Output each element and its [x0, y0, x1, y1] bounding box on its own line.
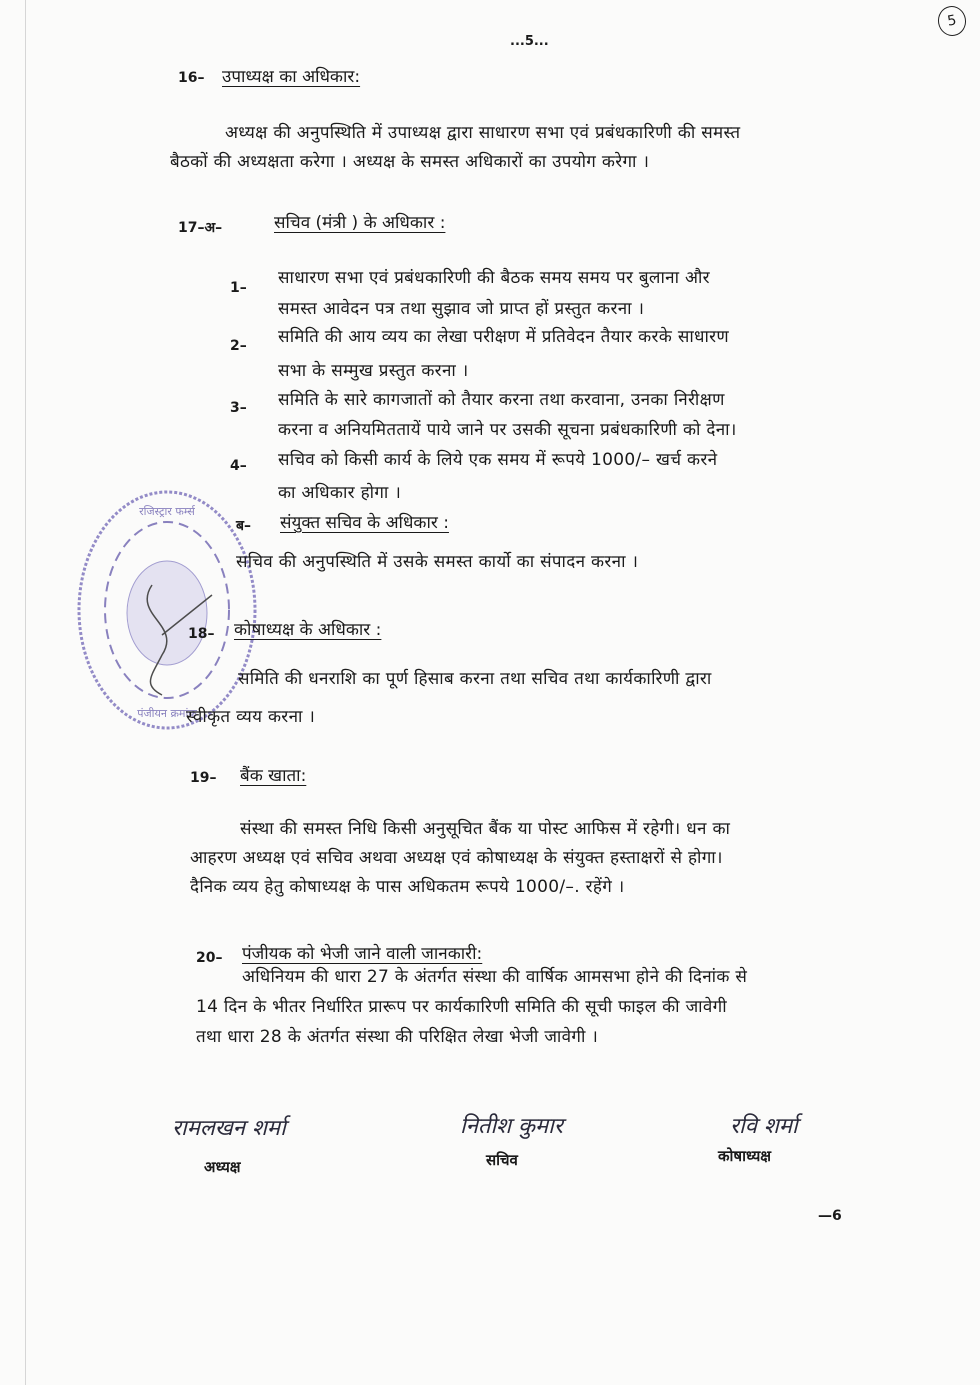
item-2-number: 2– [230, 338, 247, 354]
item-3-line-1: समिति के सारे कागजातों को तैयार करना तथा करवाना, उनका निरीक्षण [278, 390, 725, 410]
section-18-title: कोषाध्यक्ष के अधिकार : [234, 620, 382, 640]
page-edge-line [25, 0, 26, 1385]
item-4-number: 4– [230, 458, 247, 474]
section-17b-title: संयुक्त सचिव के अधिकार : [280, 513, 449, 533]
role-treasurer: कोषाध्यक्ष [718, 1147, 772, 1165]
signature-treasurer: रवि शर्मा [730, 1114, 798, 1139]
page-marker: ...5... [510, 34, 549, 49]
section-17a-number: 17–अ– [178, 220, 223, 236]
item-1-line-2: समस्त आवेदन पत्र तथा सुझाव जो प्राप्त हों प्रस्तुत करना । [278, 299, 645, 319]
organization-seal-stamp [72, 485, 262, 735]
item-2-line-1: समिति की आय व्यय का लेखा परीक्षण में प्रतिवेदन तैयार करके साधारण [278, 327, 730, 347]
section-16-line-2: बैठकों की अध्यक्षता करेगा । अध्यक्ष के समस्त अधिकारों का उपयोग करेगा । [170, 152, 650, 172]
section-17a-title: सचिव (मंत्री ) के अधिकार : [274, 213, 446, 233]
section-16-number: 16– [178, 70, 205, 86]
next-page-marker: —6 [818, 1208, 842, 1224]
section-17b-line: सचिव की अनुपस्थिति में उसके समस्त कार्यो का संपादन करना । [236, 552, 639, 572]
item-4-line-2: का अधिकार होगा । [278, 483, 402, 503]
role-president: अध्यक्ष [204, 1158, 241, 1176]
section-16-line-1: अध्यक्ष की अनुपस्थिति में उपाध्यक्ष द्वारा साधारण सभा एवं प्रबंधकारिणी की समस्त [225, 123, 741, 143]
item-1-line-1: साधारण सभा एवं प्रबंधकारिणी की बैठक समय समय पर बुलाना और [278, 268, 710, 288]
item-3-line-2: करना व अनियमिततायें पाये जाने पर उसकी सूचना प्रबंधकारिणी को देना। [278, 420, 737, 440]
item-1-number: 1– [230, 280, 247, 296]
section-17b-number: ब– [236, 518, 251, 534]
signature-secretary: नितीश कुमार [460, 1114, 563, 1139]
section-20-line-3: तथा धारा 28 के अंतर्गत संस्था की परिक्षित लेखा भेजी जावेगी । [196, 1027, 599, 1047]
item-3-number: 3– [230, 400, 247, 416]
section-20-line-2: 14 दिन के भीतर निर्धारित प्रारूप पर कार्यकारिणी समिति की सूची फाइल की जावेगी [196, 997, 727, 1017]
section-19-line-3: दैनिक व्यय हेतु कोषाध्यक्ष के पास अधिकतम रूपये 1000/–. रहेंगे । [190, 877, 625, 897]
section-18-line-2: स्वीकृत व्यय करना । [186, 707, 316, 727]
item-2-line-2: सभा के सम्मुख प्रस्तुत करना । [278, 361, 469, 381]
circled-page-number: 5 [936, 4, 969, 38]
svg-text:पंजीयन क्रमांक: पंजीयन क्रमांक [137, 707, 197, 720]
section-18-number: 18– [188, 626, 215, 642]
section-19-line-1: संस्था की समस्त निधि किसी अनुसूचित बैंक या पोस्ट आफिस में रहेगी। धन का [240, 819, 731, 839]
section-19-line-2: आहरण अध्यक्ष एवं सचिव अथवा अध्यक्ष एवं कोषाध्यक्ष के संयुक्त हस्ताक्षरों से होगा। [190, 848, 723, 868]
section-19-number: 19– [190, 770, 217, 786]
section-18-line-1: समिति की धनराशि का पूर्ण हिसाब करना तथा सचिव तथा कार्यकारिणी द्वारा [238, 669, 712, 689]
item-4-line-1: सचिव को किसी कार्य के लिये एक समय में रूपये 1000/– खर्च करने [278, 450, 718, 470]
section-20-line-1: अधिनियम की धारा 27 के अंतर्गत संस्था की वार्षिक आमसभा होने की दिनांक से [242, 967, 748, 987]
role-secretary: सचिव [486, 1151, 518, 1169]
signature-president: रामलखन शर्मा [172, 1116, 286, 1141]
section-16-title: उपाध्यक्ष का अधिकार: [222, 67, 361, 87]
section-20-number: 20– [196, 950, 223, 966]
svg-text:रजिस्ट्रार फर्म्स: रजिस्ट्रार फर्म्स [139, 505, 195, 518]
section-20-title: पंजीयक को भेजी जाने वाली जानकारी: [242, 944, 483, 964]
section-19-title: बैंक खाता: [240, 766, 307, 786]
